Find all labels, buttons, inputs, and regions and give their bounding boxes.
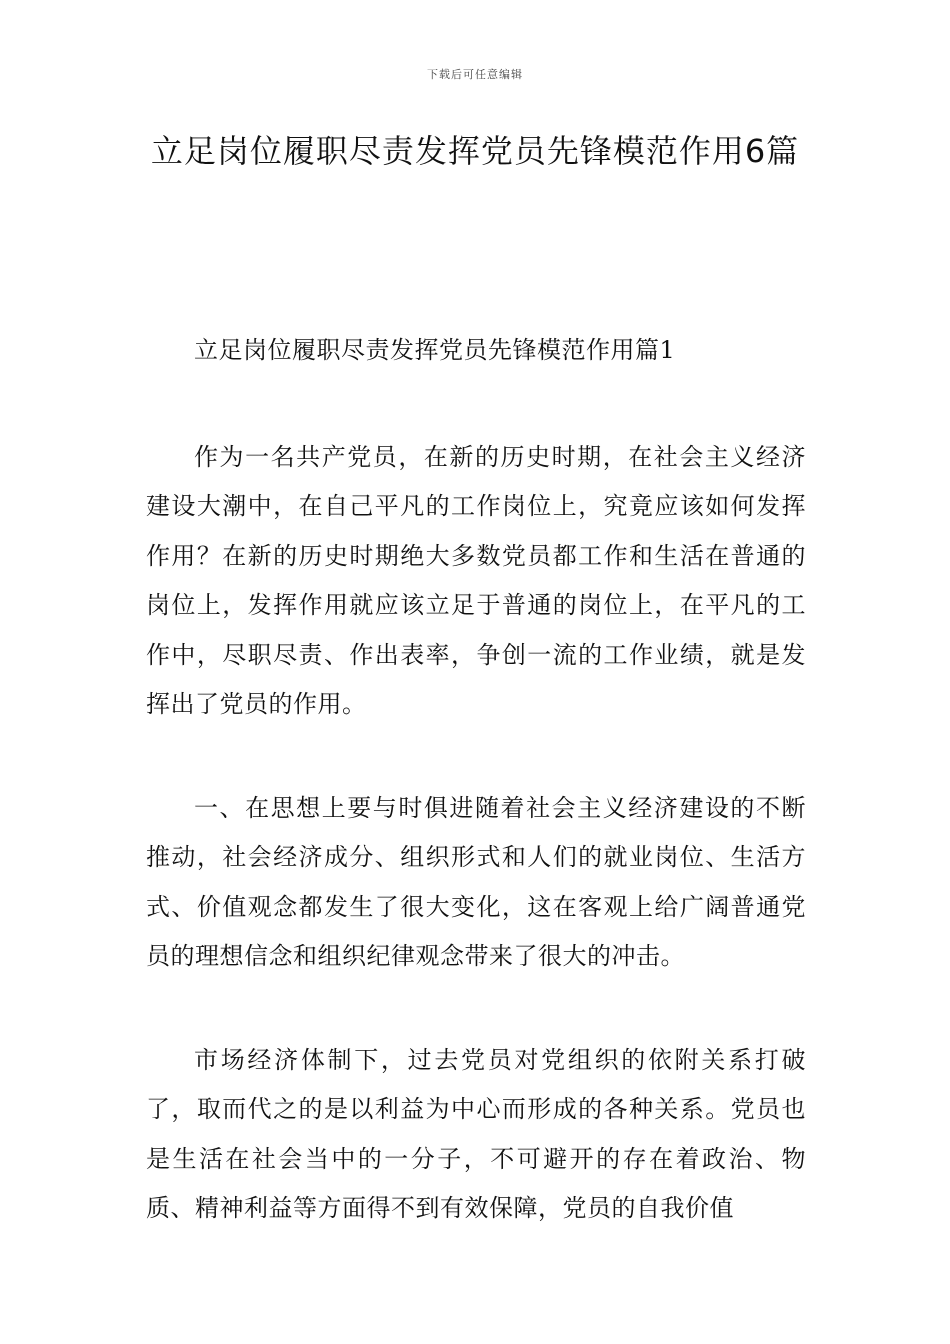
paragraph: 市场经济体制下，过去党员对党组织的依附关系打破了，取而代之的是以利益为中心而形成的各种关系。党员也是生活在社会当中的一分子，不可避开的存在着政治、物质、精神利益等方面得不到有效保障，党员的自我价值 bbox=[146, 1045, 806, 1222]
section-heading: 立足岗位履职尽责发挥党员先锋模范作用篇1 bbox=[194, 336, 676, 364]
header-note: 下载后可任意编辑 bbox=[427, 68, 523, 81]
document-body bbox=[146, 326, 806, 1288]
paragraph: 作为一名共产党员，在新的历史时期，在社会主义经济建设大潮中，在自己平凡的工作岗位上，究竟应该如何发挥作用？在新的历史时期绝大多数党员都工作和生活在普通的岗位上，发挥作用就应该立足于普通的岗位上，在平凡的工作中，尽职尽责、作出表率，争创一流的工作业绩，就是发挥出了党员的作用。 bbox=[146, 442, 806, 718]
document-title: 立足岗位履职尽责发挥党员先锋模范作用6篇 bbox=[150, 132, 800, 170]
paragraph: 一、在思想上要与时俱进随着社会主义经济建设的不断推动，社会经济成分、组织形式和人们的就业岗位、生活方式、价值观念都发生了很大变化，这在客观上给广阔普通党员的理想信念和组织纪律观念带来了很大的冲击。 bbox=[146, 793, 806, 970]
